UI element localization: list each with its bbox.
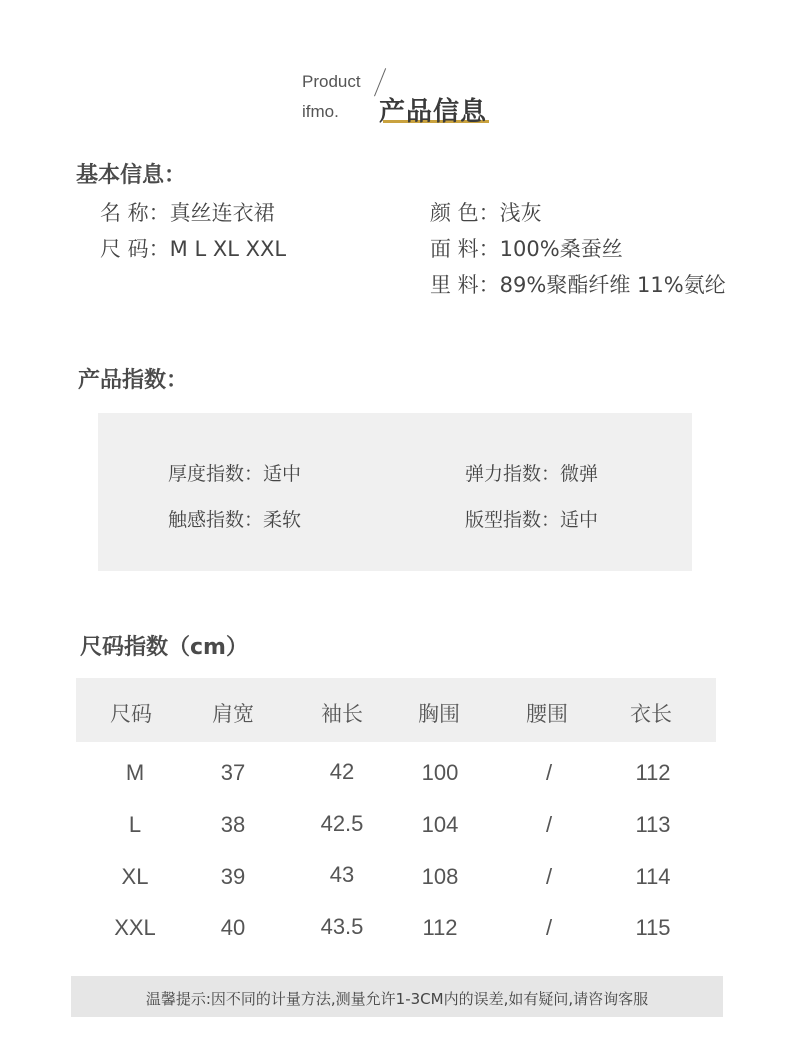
- measurement-note: 温馨提示:因不同的计量方法,测量允许1-3CM内的误差,如有疑问,请咨询客服: [145, 990, 649, 1008]
- header-size: 尺码: [110, 702, 152, 726]
- product-index-title: 产品指数：: [78, 368, 189, 393]
- table-cell: 39: [220, 864, 246, 889]
- elasticity-index: 弹力指数：微弹: [465, 463, 599, 485]
- table-cell: 104: [421, 812, 459, 837]
- table-cell: 40: [220, 915, 246, 940]
- product-fabric: 面 料：100%桑蚕丝: [430, 237, 623, 261]
- measurement-note-bar: [71, 976, 723, 1017]
- product-lining: 里 料：89%聚酯纤维 11%氨纶: [430, 273, 726, 297]
- table-cell: XXL: [114, 915, 156, 940]
- table-cell: 37: [220, 760, 246, 785]
- table-cell: 42: [329, 759, 355, 784]
- table-cell: 108: [421, 864, 459, 889]
- table-cell: M: [125, 760, 145, 785]
- table-cell: 42.5: [320, 811, 364, 836]
- header-english-line1: Product: [302, 72, 361, 91]
- header-bust: 胸围: [418, 702, 460, 726]
- table-cell: /: [545, 812, 553, 837]
- product-name: 名 称：真丝连衣裙: [100, 201, 275, 225]
- header-english-line2: ifmo.: [302, 102, 339, 121]
- table-cell: 115: [635, 915, 671, 940]
- thickness-index: 厚度指数：适中: [168, 463, 302, 485]
- product-sizes: 尺 码：M L XL XXL: [100, 237, 287, 261]
- table-cell: XL: [121, 864, 149, 889]
- table-cell: /: [545, 864, 553, 889]
- header-shoulder: 肩宽: [212, 702, 254, 726]
- table-cell: 100: [421, 760, 459, 785]
- fit-index: 版型指数：适中: [465, 509, 599, 531]
- table-cell: 38: [220, 812, 246, 837]
- table-cell: /: [545, 760, 553, 785]
- table-cell: 114: [635, 864, 671, 889]
- table-cell: 112: [635, 760, 671, 785]
- touch-index: 触感指数：柔软: [168, 509, 302, 531]
- table-cell: /: [545, 915, 553, 940]
- basic-info-title: 基本信息：: [76, 163, 187, 188]
- table-cell: 113: [635, 812, 671, 837]
- product-color: 颜 色：浅灰: [430, 201, 542, 225]
- table-cell: 112: [422, 915, 458, 940]
- header-length: 衣长: [630, 702, 672, 726]
- header-waist: 腰围: [526, 702, 568, 726]
- table-cell: L: [128, 812, 142, 837]
- size-table-header: [76, 678, 716, 742]
- size-index-title: 尺码指数（cm）: [80, 635, 248, 660]
- table-cell: 43: [329, 862, 355, 887]
- page-title: 产品信息: [379, 97, 488, 127]
- table-cell: 43.5: [320, 914, 364, 939]
- header-sleeve: 袖长: [321, 702, 363, 726]
